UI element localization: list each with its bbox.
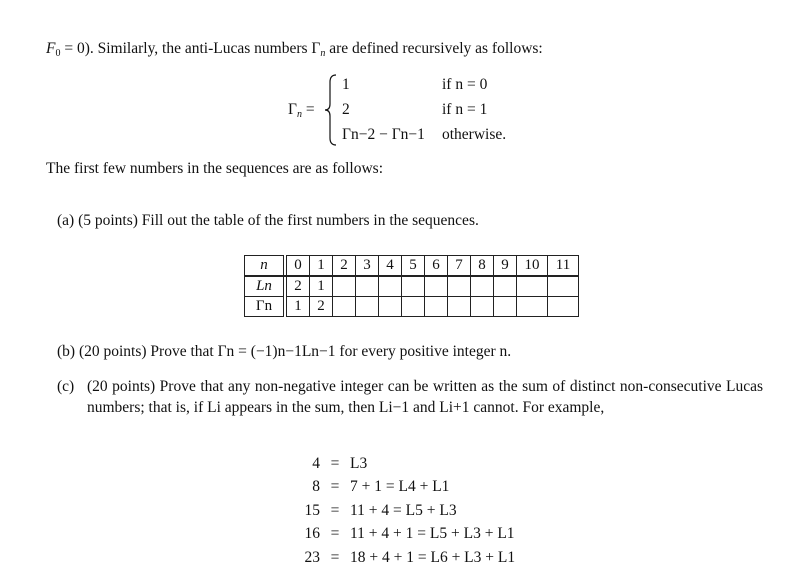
example-row (290, 452, 515, 476)
lucas-cell (425, 276, 448, 297)
definition-case-2-value: Γn−2 − Γn−1 (342, 126, 425, 143)
index-cell: 2 (333, 256, 356, 277)
lucas-cell (517, 276, 548, 297)
lucas-cell (356, 276, 379, 297)
equals-sign: = (330, 501, 340, 519)
table-header-anti-lucas: Γn (245, 297, 284, 317)
part-c (57, 376, 763, 418)
definition-case-0-condition: if n = 0 (442, 76, 488, 93)
lucas-sum-examples (290, 452, 515, 570)
index-cell: 8 (471, 256, 494, 277)
example-row (290, 476, 515, 500)
example-rhs: 7 + 1 = L4 + L1 (350, 478, 450, 496)
example-number: 4 (312, 454, 320, 472)
part-c-text: (20 points) Prove that any non-negative integer can be written as the sum of distinct non-consecutive Lucas numbers; that is, if Li appears in the sum, then Li−1 and Li+1 cannot. For example, (87, 378, 763, 416)
equals-sign: = (330, 525, 340, 543)
equals-sign: = (330, 478, 340, 496)
definition-case-1-condition: if n = 1 (442, 101, 488, 118)
anti-lucas-definition (288, 74, 548, 146)
definition-case-2-condition: otherwise. (442, 126, 507, 143)
anti-lucas-cell (494, 297, 517, 317)
anti-lucas-cell (333, 297, 356, 317)
index-cell: 9 (494, 256, 517, 277)
example-number: 15 (304, 501, 320, 519)
example-row (290, 499, 515, 523)
definition-case-0-value: 1 (342, 76, 350, 93)
part-b-formula: Γn = (−1)n−1Ln−1 (217, 343, 336, 360)
index-cell: 7 (448, 256, 471, 277)
example-rhs: 11 + 4 + 1 = L5 + L3 + L1 (350, 525, 515, 543)
index-cell: 4 (379, 256, 402, 277)
index-cell: 0 (287, 256, 310, 277)
part-c-label: (c) (57, 378, 75, 395)
lucas-cell: 2 (287, 276, 310, 297)
lucas-cell (448, 276, 471, 297)
example-number: 23 (304, 548, 320, 566)
part-b-text-end: for every positive integer n. (335, 343, 512, 360)
table-header-n: n (245, 256, 284, 277)
part-a-label: (a) (57, 212, 75, 229)
example-rhs: L3 (350, 454, 368, 472)
lucas-cell (379, 276, 402, 297)
index-cell: 1 (310, 256, 333, 277)
left-brace (324, 74, 338, 146)
anti-lucas-cell (448, 297, 471, 317)
part-a-text: (5 points) Fill out the table of the first numbers in the sequences. (78, 212, 479, 229)
lucas-cell (333, 276, 356, 297)
index-cell: 3 (356, 256, 379, 277)
first-few-text: The first few numbers in the sequences are as follows: (46, 160, 384, 177)
anti-lucas-cell (356, 297, 379, 317)
intro-defined-text: are defined recursively as follows: (325, 40, 543, 57)
example-rhs: 11 + 4 = L5 + L3 (350, 501, 457, 519)
equals-sign: = (330, 454, 340, 472)
example-number: 8 (312, 478, 320, 496)
example-rhs: 18 + 4 + 1 = L6 + L3 + L1 (350, 548, 516, 566)
lucas-cell (402, 276, 425, 297)
table-header-lucas: Ln (245, 276, 284, 297)
lucas-cell: 1 (310, 276, 333, 297)
anti-lucas-cell (548, 297, 579, 317)
index-cell: 5 (402, 256, 425, 277)
anti-lucas-cell: 1 (287, 297, 310, 317)
anti-lucas-cell: 2 (310, 297, 333, 317)
intro-f0-text: = 0). Similarly, the anti-Lucas numbers (64, 40, 312, 57)
intro-line: $F_0 = 0$). Similarly, the anti-Lucas numbers $\Gamma_n$ are defined recursively as follows: (46, 40, 543, 59)
lucas-cell (548, 276, 579, 297)
lucas-cell (494, 276, 517, 297)
example-row (290, 523, 515, 547)
table-row-anti-lucas (245, 297, 579, 317)
table-row-index (245, 256, 579, 277)
definition-case-1-value: 2 (342, 101, 350, 118)
part-b (57, 343, 511, 361)
anti-lucas-cell (471, 297, 494, 317)
anti-lucas-cell (425, 297, 448, 317)
table-row-lucas (245, 276, 579, 297)
part-a (57, 212, 479, 230)
example-number: 16 (304, 525, 320, 543)
sequence-table (244, 255, 579, 317)
equals-sign: = (330, 548, 340, 566)
index-cell: 11 (548, 256, 579, 277)
anti-lucas-cell (517, 297, 548, 317)
lucas-cell (471, 276, 494, 297)
anti-lucas-cell (402, 297, 425, 317)
index-cell: 10 (517, 256, 548, 277)
index-cell: 6 (425, 256, 448, 277)
part-b-text-start: (20 points) Prove that (78, 343, 218, 360)
anti-lucas-cell (379, 297, 402, 317)
part-b-label: (b) (57, 343, 76, 360)
example-row (290, 546, 515, 570)
definition-lhs: $\Gamma_n$ = (288, 101, 315, 120)
